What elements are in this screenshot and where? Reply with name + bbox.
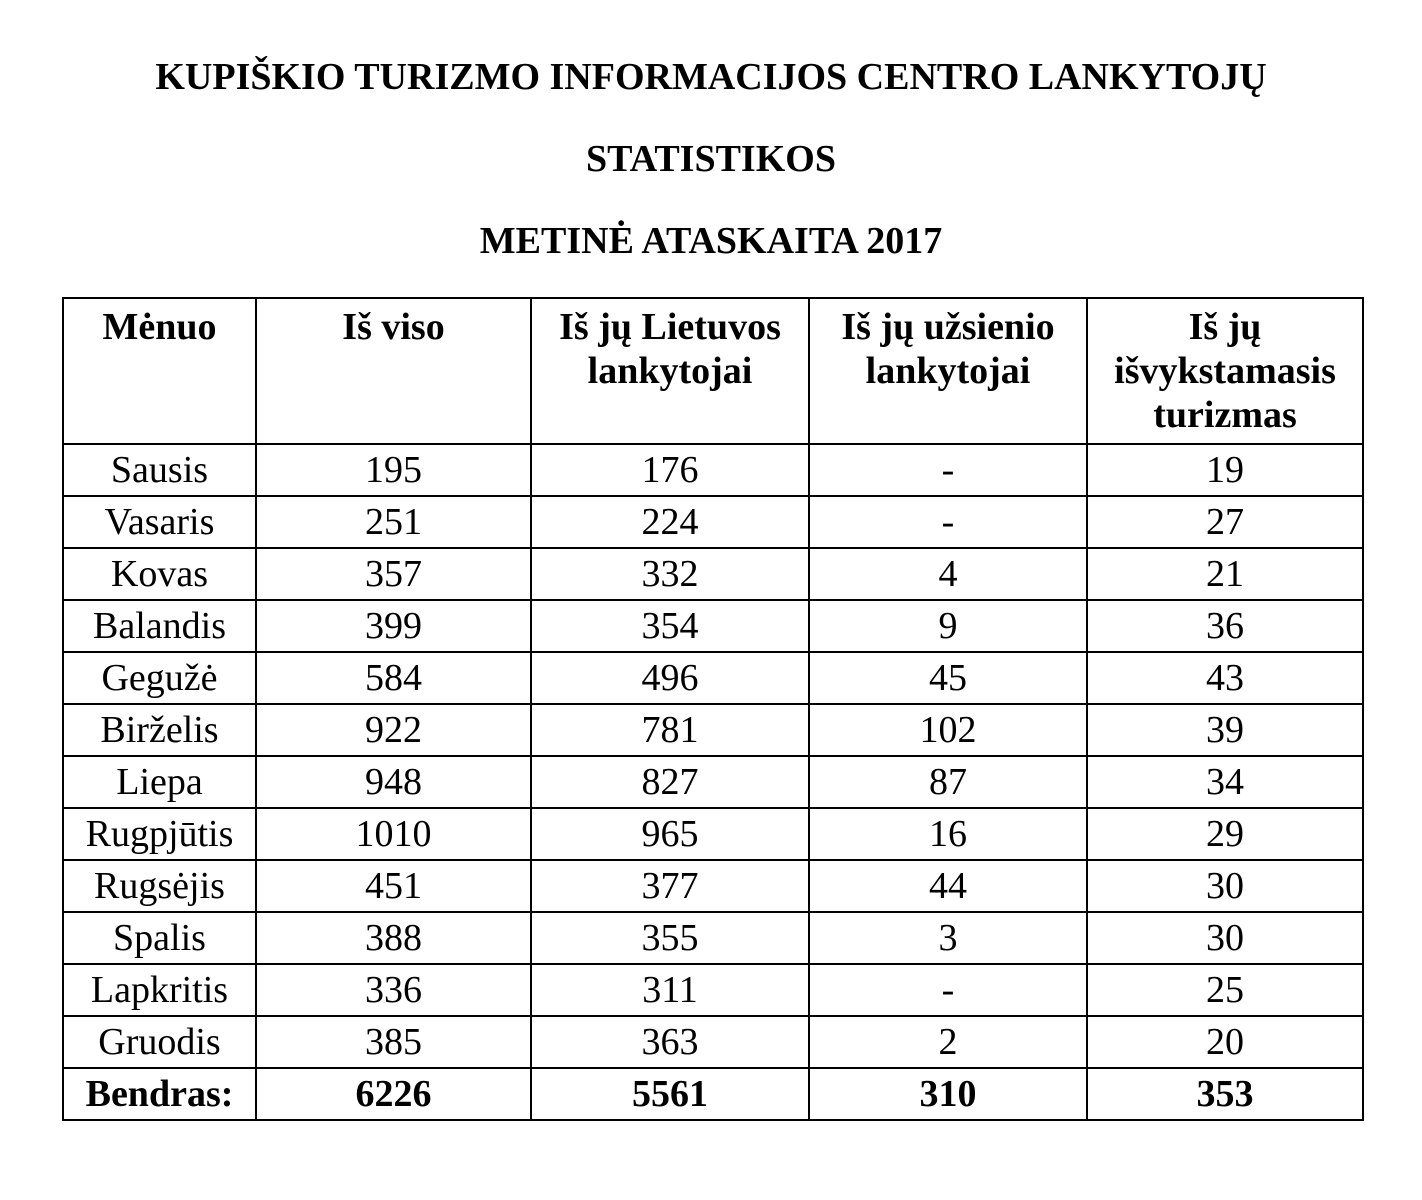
- cell-total: 1010: [256, 808, 531, 860]
- table-row: [63, 756, 1363, 808]
- cell-month: Balandis: [63, 600, 256, 652]
- cell-outbound: 20: [1087, 1016, 1363, 1068]
- cell-foreign: 45: [809, 652, 1087, 704]
- cell-foreign: 9: [809, 600, 1087, 652]
- table-row: [63, 600, 1363, 652]
- header-outbound-tourism: Iš jų išvykstamasis turizmas: [1087, 298, 1363, 444]
- cell-outbound: 19: [1087, 444, 1363, 496]
- cell-lithuanian: 781: [531, 704, 809, 756]
- cell-foreign: -: [809, 444, 1087, 496]
- cell-total: 948: [256, 756, 531, 808]
- cell-foreign: -: [809, 496, 1087, 548]
- cell-month: Gruodis: [63, 1016, 256, 1068]
- cell-outbound: 30: [1087, 912, 1363, 964]
- cell-month: Vasaris: [63, 496, 256, 548]
- total-cell-outbound: 353: [1087, 1068, 1363, 1120]
- cell-month: Gegužė: [63, 652, 256, 704]
- cell-total: 584: [256, 652, 531, 704]
- cell-foreign: 87: [809, 756, 1087, 808]
- cell-lithuanian: 332: [531, 548, 809, 600]
- cell-total: 251: [256, 496, 531, 548]
- table-row: [63, 808, 1363, 860]
- cell-lithuanian: 965: [531, 808, 809, 860]
- cell-foreign: 16: [809, 808, 1087, 860]
- total-cell-month: Bendras:: [63, 1068, 256, 1120]
- cell-lithuanian: 311: [531, 964, 809, 1016]
- cell-outbound: 29: [1087, 808, 1363, 860]
- table-total-row: [63, 1068, 1363, 1120]
- cell-foreign: -: [809, 964, 1087, 1016]
- report-title-line-1: KUPIŠKIO TURIZMO INFORMACIJOS CENTRO LANKYTOJŲ: [155, 56, 1267, 98]
- cell-outbound: 39: [1087, 704, 1363, 756]
- cell-lithuanian: 496: [531, 652, 809, 704]
- header-total: Iš viso: [256, 298, 531, 444]
- table-row: [63, 860, 1363, 912]
- cell-lithuanian: 377: [531, 860, 809, 912]
- header-foreign-visitors: Iš jų užsienio lankytojai: [809, 298, 1087, 444]
- cell-month: Birželis: [63, 704, 256, 756]
- table-row: [63, 496, 1363, 548]
- table-row: [63, 704, 1363, 756]
- cell-foreign: 44: [809, 860, 1087, 912]
- cell-outbound: 34: [1087, 756, 1363, 808]
- table-row: [63, 964, 1363, 1016]
- cell-outbound: 43: [1087, 652, 1363, 704]
- table-row: [63, 444, 1363, 496]
- table-row: [63, 652, 1363, 704]
- cell-outbound: 36: [1087, 600, 1363, 652]
- cell-total: 357: [256, 548, 531, 600]
- table-row: [63, 548, 1363, 600]
- cell-outbound: 30: [1087, 860, 1363, 912]
- cell-outbound: 27: [1087, 496, 1363, 548]
- total-cell-total: 6226: [256, 1068, 531, 1120]
- cell-month: Liepa: [63, 756, 256, 808]
- table-row: [63, 912, 1363, 964]
- cell-total: 922: [256, 704, 531, 756]
- cell-lithuanian: 176: [531, 444, 809, 496]
- cell-month: Rugsėjis: [63, 860, 256, 912]
- cell-total: 195: [256, 444, 531, 496]
- cell-month: Sausis: [63, 444, 256, 496]
- table-body: [63, 444, 1363, 1120]
- table-row: [63, 1016, 1363, 1068]
- total-cell-foreign: 310: [809, 1068, 1087, 1120]
- cell-outbound: 25: [1087, 964, 1363, 1016]
- cell-total: 399: [256, 600, 531, 652]
- cell-total: 451: [256, 860, 531, 912]
- total-cell-lithuanian: 5561: [531, 1068, 809, 1120]
- cell-lithuanian: 355: [531, 912, 809, 964]
- cell-total: 388: [256, 912, 531, 964]
- cell-foreign: 3: [809, 912, 1087, 964]
- header-lithuanian-visitors: Iš jų Lietuvos lankytojai: [531, 298, 809, 444]
- cell-month: Lapkritis: [63, 964, 256, 1016]
- cell-total: 385: [256, 1016, 531, 1068]
- cell-lithuanian: 827: [531, 756, 809, 808]
- cell-foreign: 2: [809, 1016, 1087, 1068]
- report-title-line-2: STATISTIKOS: [586, 138, 836, 180]
- visitor-statistics-table: [62, 297, 1364, 1121]
- report-subtitle: METINĖ ATASKAITA 2017: [479, 220, 943, 262]
- cell-outbound: 21: [1087, 548, 1363, 600]
- table-header-row: [63, 298, 1363, 444]
- cell-month: Kovas: [63, 548, 256, 600]
- cell-month: Spalis: [63, 912, 256, 964]
- header-month: Mėnuo: [63, 298, 256, 444]
- cell-lithuanian: 363: [531, 1016, 809, 1068]
- cell-month: Rugpjūtis: [63, 808, 256, 860]
- cell-total: 336: [256, 964, 531, 1016]
- cell-foreign: 102: [809, 704, 1087, 756]
- cell-lithuanian: 224: [531, 496, 809, 548]
- cell-lithuanian: 354: [531, 600, 809, 652]
- cell-foreign: 4: [809, 548, 1087, 600]
